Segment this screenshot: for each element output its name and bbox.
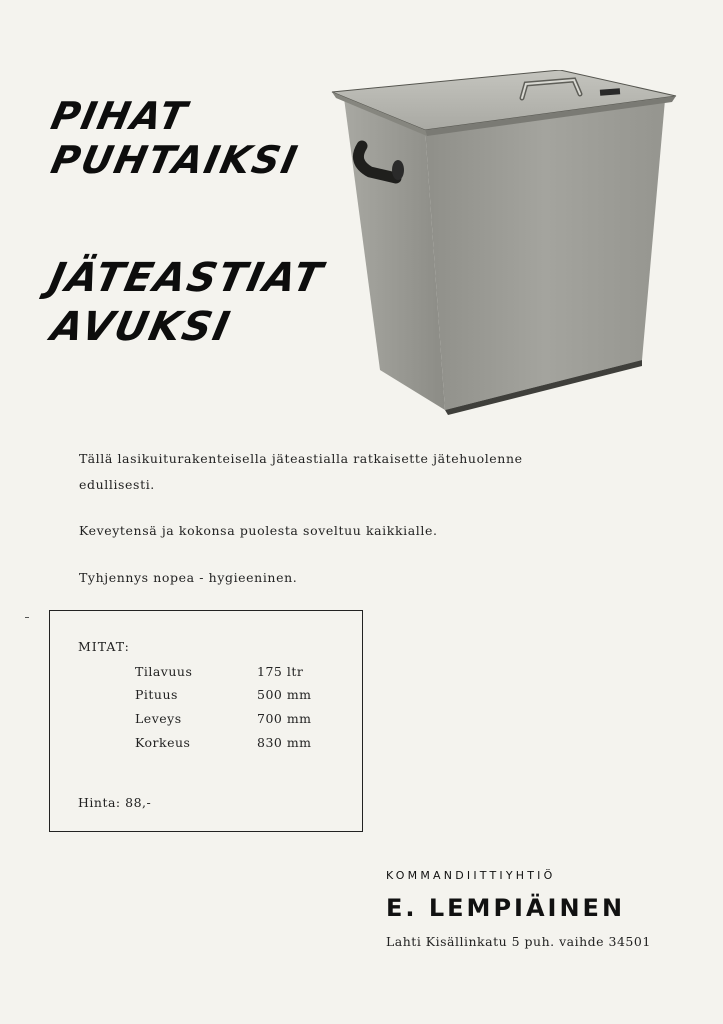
spec-value: 500 mm: [257, 687, 312, 702]
headline-line-3: JÄTEASTIAT: [45, 255, 328, 301]
description-line-2: edullisesti.: [79, 477, 155, 492]
company-type: KOMMANDIITTIYHTIÖ: [386, 869, 556, 882]
price: Hinta: 88,-: [78, 795, 152, 810]
waste-bin-illustration: [330, 70, 680, 415]
spec-value: 830 mm: [257, 735, 312, 750]
spec-label: Leveys: [135, 711, 182, 726]
spec-row: [135, 664, 304, 679]
headline-line-1: PIHAT: [47, 94, 193, 138]
spec-label: Tilavuus: [135, 664, 193, 679]
company-name: E. LEMPIÄINEN: [386, 894, 626, 922]
spec-value: 700 mm: [257, 711, 312, 726]
spec-label: Pituus: [135, 687, 178, 702]
headline-line-4: AVUKSI: [47, 304, 236, 350]
spec-row: [135, 687, 312, 702]
spec-value: 175 ltr: [257, 664, 304, 679]
company-address: Lahti Kisällinkatu 5 puh. vaihde 34501: [386, 934, 651, 949]
description-paragraph-3: Tyhjennys nopea - hygieeninen.: [79, 570, 298, 585]
margin-mark: [25, 617, 29, 618]
specs-box: [49, 610, 363, 832]
specs-title: MITAT:: [78, 639, 130, 654]
description-paragraph-2: Keveytensä ja kokonsa puolesta soveltuu kaikkialle.: [79, 523, 438, 538]
description-line-1: Tällä lasikuiturakenteisella jäteastialla ratkaisette jätehuolenne: [79, 451, 523, 466]
spec-label: Korkeus: [135, 735, 191, 750]
headline-line-2: PUHTAIKSI: [47, 138, 303, 182]
spec-row: [135, 711, 312, 726]
spec-row: [135, 735, 312, 750]
